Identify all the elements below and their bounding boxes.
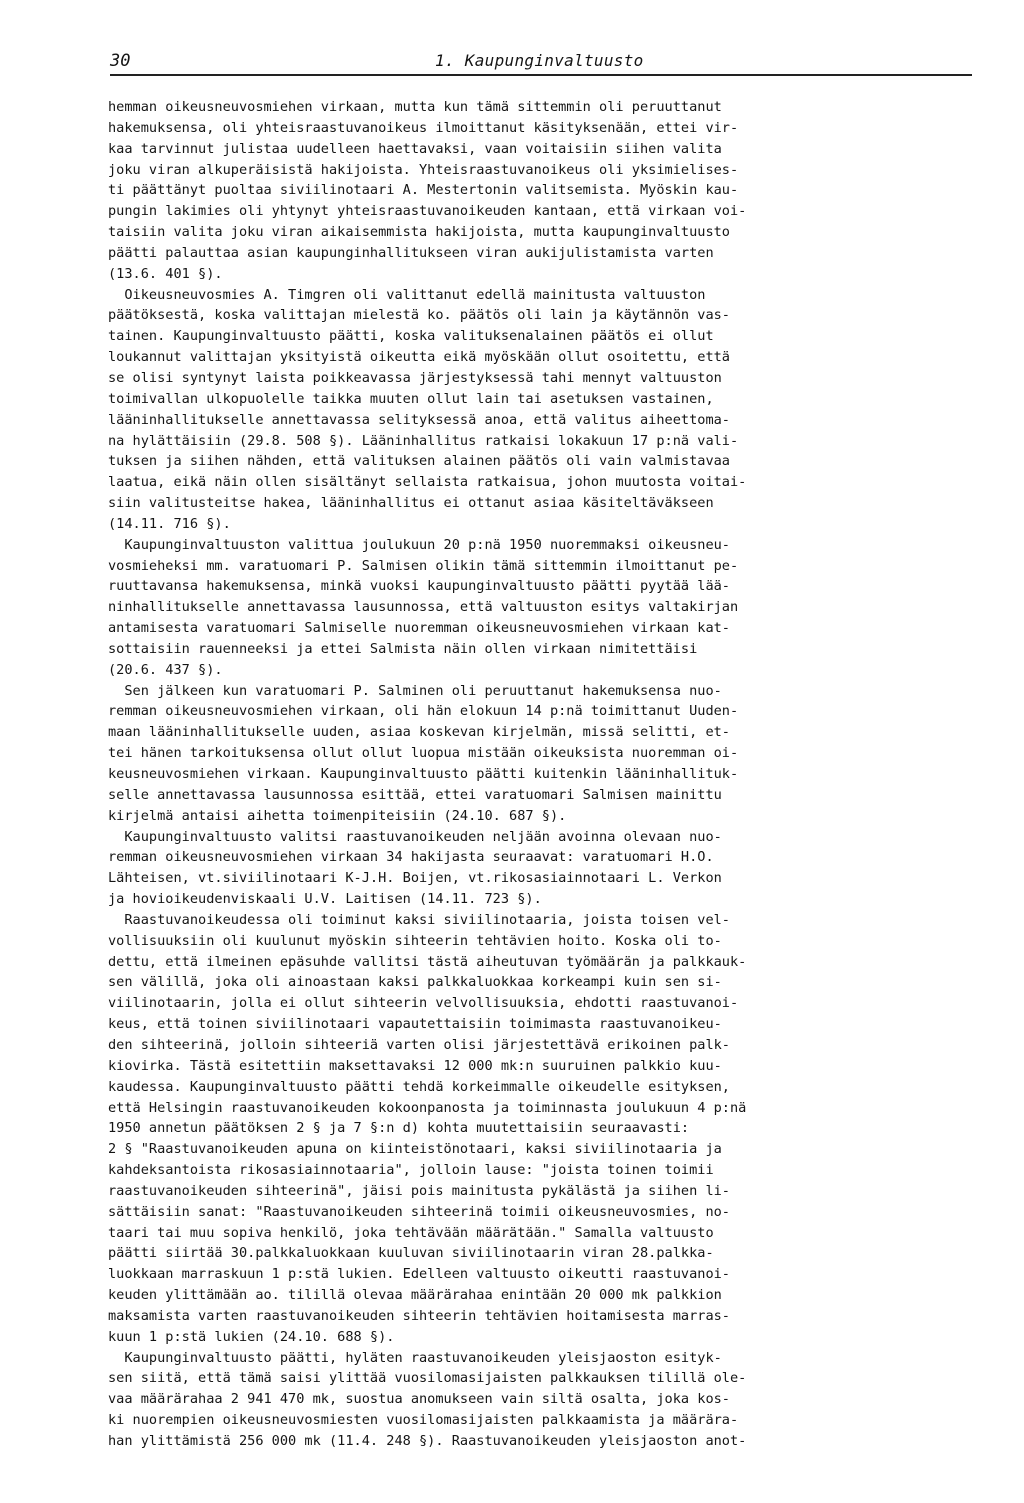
text-line: kaa tarvinnut julistaa uudelleen haettavaksi, vaan voitaisiin siihen valita <box>108 140 722 157</box>
text-line: että Helsingin raastuvanoikeuden kokoonpanosta ja toiminnasta joulukuun 4 p:nä <box>108 1099 747 1116</box>
text-line: kaudessa. Kaupunginvaltuusto päätti tehdä korkeimmalle oikeudelle esityksen, <box>108 1078 730 1095</box>
text-line: luokkaan marraskuun 1 p:stä lukien. Edelleen valtuusto oikeutti raastuvanoi- <box>108 1266 730 1283</box>
section-title: 1. Kaupunginvaltuusto <box>435 51 644 70</box>
text-line: han ylittämistä 256 000 mk (11.4. 248 §). Raastuvanoikeuden yleisjaoston anot- <box>108 1433 747 1449</box>
text-line: kahdeksantoista rikosasiainnotaaria", jolloin lause: "joista toinen toimii <box>108 1162 714 1179</box>
text-line: tei hänen tarkoituksensa ollut ollut luopua mistään oikeuksista nuoremman oi- <box>108 745 739 762</box>
text-line: joku viran alkuperäisistä hakijoista. Yhteisraastuvanoikeus oli yksimielises- <box>108 161 739 178</box>
text-line: Sen jälkeen kun varatuomari P. Salminen oli peruuttanut hakemuksensa nuo- <box>108 682 722 699</box>
text-line: Kaupunginvaltuusto päätti, hyläten raastuvanoikeuden yleisjaoston esityk- <box>108 1349 722 1366</box>
text-line: keusneuvosmiehen virkaan. Kaupunginvaltuusto päätti kuitenkin lääninhallituk- <box>108 766 739 782</box>
text-line: ki nuorempien oikeusneuvosmiesten vuosilomasijaisten palkkaamista ja määrära- <box>108 1412 739 1429</box>
text-line: sen siitä, että tämä saisi ylittää vuosilomasijaisten palkkauksen tilillä ole- <box>108 1370 747 1387</box>
text-line: laatua, eikä näin ollen sisältänyt sellaista ratkaisua, johon muutosta voitai- <box>108 474 747 491</box>
text-line: lääninhallitukselle annettavassa selityksessä anoa, että valitus aiheettoma- <box>108 411 730 428</box>
text-line: taari tai muu sopiva henkilö, joka tehtävään määrätään." Samalla valtuusto <box>108 1224 714 1241</box>
text-line: toimivallan ulkopuolelle taikka muuten ollut lain tai asetuksen vastainen, <box>108 390 714 407</box>
text-line: vollisuuksiin oli kuulunut myöskin sihteerin tehtävien hoito. Koska oli to- <box>108 932 722 949</box>
page-header <box>110 50 972 76</box>
text-line: taisiin valita joku viran aikaisemmista hakijoista, mutta kaupunginvaltuusto <box>108 224 730 241</box>
text-line: sen välillä, joka oli ainoastaan kaksi palkkaluokkaa korkeampi kuin sen si- <box>108 974 722 991</box>
text-line: sättäisiin sanat: "Raastuvanoikeuden sihteerinä toimii oikeusneuvosmies, no- <box>108 1203 730 1220</box>
text-line: (14.11. 716 §). <box>108 515 231 532</box>
page-number: 30 <box>110 51 131 71</box>
text-line: loukannut valittajan yksityistä oikeutta eikä myöskään ollut osoitettu, että <box>108 349 730 366</box>
text-line: Oikeusneuvosmies A. Timgren oli valittanut edellä mainitusta valtuuston <box>108 286 706 303</box>
text-line: kiovirka. Tästä esitettiin maksettavaksi 12 000 mk:n suuruinen palkkio kuu- <box>108 1057 722 1074</box>
text-line: maksamista varten raastuvanoikeuden sihteerin tehtävien hoitamisesta marras- <box>108 1307 730 1324</box>
text-line: se olisi syntynyt laista poikkeavassa järjestyksessä tahi mennyt valtuuston <box>108 369 722 386</box>
text-line: viilinotaarin, jolla ei ollut sihteerin velvollisuuksia, ehdotti raastuvanoi- <box>108 995 739 1012</box>
text-line: hakemuksensa, oli yhteisraastuvanoikeus ilmoittanut käsityksenään, ettei vir- <box>108 119 739 136</box>
text-line: selle annettavassa lausunnossa esittää, ettei varatuomari Salmisen mainittu <box>108 786 722 803</box>
text-line: remman oikeusneuvosmiehen virkaan, oli hän elokuun 14 p:nä toimittanut Uuden- <box>108 703 739 720</box>
text-line: ruuttavansa hakemuksensa, minkä vuoksi kaupunginvaltuusto päätti pyytää lää- <box>108 578 730 595</box>
text-line: vaa määrärahaa 2 941 470 mk, suostua anomukseen vain siltä osalta, joka kos- <box>108 1391 730 1408</box>
text-line: siin valitusteitse hakea, lääninhallitus ei ottanut asiaa käsiteltäväkseen <box>108 495 714 512</box>
text-line: Kaupunginvaltuuston valittua joulukuun 20 p:nä 1950 nuoremmaksi oikeusneu- <box>108 536 730 553</box>
text-line: hemman oikeusneuvosmiehen virkaan, mutta kun tämä sittemmin oli peruuttanut <box>108 99 722 115</box>
text-line: (13.6. 401 §). <box>108 265 223 282</box>
text-line: päätti siirtää 30.palkkaluokkaan kuuluvan siviilinotaarin viran 28.palkka- <box>108 1245 714 1262</box>
text-line: Lähteisen, vt.siviilinotaari K-J.H. Boijen, vt.rikosasiainnotaari L. Verkon <box>108 870 722 887</box>
text-line: Raastuvanoikeudessa oli toiminut kaksi siviilinotaaria, joista toisen vel- <box>108 911 730 928</box>
text-line: remman oikeusneuvosmiehen virkaan 34 hakijasta seuraavat: varatuomari H.O. <box>108 849 714 866</box>
text-line: pungin lakimies oli yhtynyt yhteisraastuvanoikeuden kantaan, että virkaan voi- <box>108 203 747 220</box>
text-line: tuksen ja siihen nähden, että valituksen alainen päätös oli vain valmistavaa <box>108 453 730 470</box>
text-line: Kaupunginvaltuusto valitsi raastuvanoikeuden neljään avoinna olevaan nuo- <box>108 828 722 845</box>
text-line: vosmieheksi mm. varatuomari P. Salmisen olikin tämä sittemmin ilmoittanut pe- <box>108 557 739 574</box>
text-line: kuun 1 p:stä lukien (24.10. 688 §). <box>108 1328 395 1345</box>
text-line: ti päättänyt puoltaa siviilinotaari A. Mestertonin valitsemista. Myöskin kau- <box>108 182 739 199</box>
text-line: maan lääninhallitukselle uuden, asiaa koskevan kirjelmän, missä selitti, et- <box>108 724 730 741</box>
text-line: raastuvanoikeuden sihteerinä", jäisi pois mainitusta pykälästä ja siihen li- <box>108 1182 730 1199</box>
text-line: den sihteerinä, jolloin sihteeriä varten olisi järjestettävä erikoinen palk- <box>108 1036 730 1053</box>
body-text <box>108 97 988 1452</box>
text-line: na hylättäisiin (29.8. 508 §). Lääninhallitus ratkaisi lokakuun 17 p:nä vali- <box>108 432 739 449</box>
text-line: päätti palauttaa asian kaupunginhallitukseen viran aukijulistamista varten <box>108 244 714 261</box>
text-line: ninhallitukselle annettavassa lausunnossa, että valtuuston esitys valtakirjan <box>108 599 739 616</box>
text-line: keuden ylittämään ao. tilillä olevaa määrärahaa enintään 20 000 mk palkkion <box>108 1287 722 1304</box>
text-line: (20.6. 437 §). <box>108 661 223 678</box>
text-line: tainen. Kaupunginvaltuusto päätti, koska valituksenalainen päätös ei ollut <box>108 328 714 345</box>
text-line: päätöksestä, koska valittajan mielestä ko. päätös oli lain ja käytännön vas- <box>108 307 730 324</box>
text-line: sottaisiin rauenneeksi ja ettei Salmista näin ollen virkaan nimitettäisi <box>108 640 698 657</box>
text-line: 1950 annetun päätöksen 2 § ja 7 §:n d) kohta muutettaisiin seuraavasti: <box>108 1120 690 1137</box>
text-line: ja hovioikeudenviskaali U.V. Laitisen (14.11. 723 §). <box>108 891 542 908</box>
text-line: 2 § "Raastuvanoikeuden apuna on kiinteistönotaari, kaksi siviilinotaaria ja <box>108 1141 722 1158</box>
text-line: keus, että toinen siviilinotaari vapautettaisiin toimimasta raastuvanoikeu- <box>108 1016 722 1033</box>
text-line: kirjelmä antaisi aihetta toimenpiteisiin (24.10. 687 §). <box>108 807 567 824</box>
text-line: antamisesta varatuomari Salmiselle nuoremman oikeusneuvosmiehen virkaan kat- <box>108 620 730 637</box>
text-line: dettu, että ilmeinen epäsuhde vallitsi tästä aiheutuvan työmäärän ja palkkauk- <box>108 953 747 970</box>
